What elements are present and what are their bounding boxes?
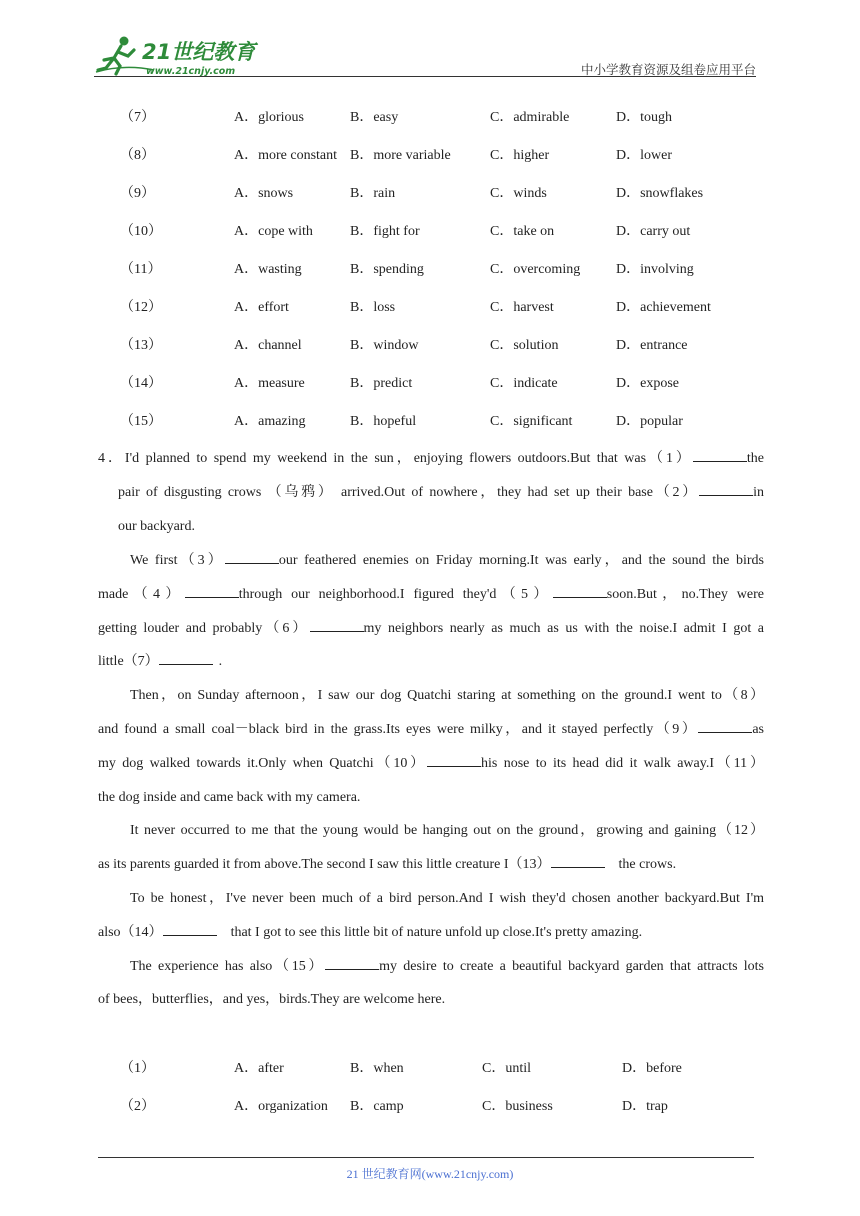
logo-text: 21世纪教育 (142, 40, 256, 64)
option-c: C．significant (490, 414, 573, 429)
question-number: （10） (120, 224, 162, 239)
option-d: D．lower (616, 148, 672, 163)
option-b: B．easy (350, 110, 399, 125)
option-c: C．business (482, 1099, 553, 1114)
option-d: D．tough (616, 110, 672, 125)
option-a: A．effort (234, 300, 289, 315)
option-b: B．rain (350, 186, 396, 201)
option-d: D．before (622, 1061, 682, 1076)
option-d: D．popular (616, 414, 683, 429)
option-row (0, 412, 860, 432)
option-row (0, 1097, 860, 1117)
blank-6 (310, 619, 364, 632)
option-b: B．fight for (350, 224, 420, 239)
question-number: （1） (120, 1061, 155, 1076)
question-number: （15） (120, 414, 162, 429)
option-d: D．achievement (616, 300, 711, 315)
option-b: B．spending (350, 262, 424, 277)
header-divider (94, 76, 756, 77)
blank-9 (698, 720, 752, 733)
option-row (0, 184, 860, 204)
blank-1 (693, 449, 747, 462)
question-number: （8） (120, 148, 155, 163)
option-a: A．glorious (234, 110, 304, 125)
question-number: （2） (120, 1099, 155, 1114)
page-header (94, 30, 756, 78)
option-d: D．involving (616, 262, 694, 277)
logo (94, 34, 274, 78)
blank-7 (159, 652, 213, 665)
option-c: C．indicate (490, 376, 558, 391)
option-a: A．snows (234, 186, 294, 201)
option-a: A．wasting (234, 262, 302, 277)
option-b: B．when (350, 1061, 404, 1076)
option-row (0, 260, 860, 280)
paragraph-1-line-4: little（7） . (98, 654, 223, 669)
paragraph-2-line-2: and found a small coal－black bird in the grass.Its eyes were milky，and it stayed perfectly（9） as (98, 722, 764, 737)
option-row (0, 222, 860, 242)
footer-divider (98, 1157, 754, 1158)
question-number: （9） (120, 186, 155, 201)
question-number: （14） (120, 376, 162, 391)
blank-15 (325, 957, 379, 970)
footer-text: 21 世纪教育网(www.21cnjy.com) (346, 1167, 514, 1181)
paragraph-3-line-1: It never occurred to me that the young would be hanging out on the ground，growing and gaining（12） (130, 823, 764, 838)
option-row (0, 298, 860, 318)
question-4-line-2: pair of disgusting crows （乌鸦） arrived.Out of nowhere，they had set up their base（2） in (118, 485, 764, 500)
paragraph-2-line-4: the dog inside and came back with my camera. (98, 790, 361, 805)
question-4-line-3: our backyard. (118, 519, 195, 534)
option-d: D．snowflakes (616, 186, 704, 201)
option-c: C．admirable (490, 110, 570, 125)
option-row (0, 374, 860, 394)
question-number: （13） (120, 338, 162, 353)
option-d: D．trap (622, 1099, 668, 1114)
blank-13 (551, 855, 605, 868)
paragraph-2-line-3: my dog walked towards it.Only when Quatchi（10） his nose to its head did it walk away.I（11） (98, 756, 765, 771)
option-d: D．carry out (616, 224, 691, 239)
option-a: A．channel (234, 338, 302, 353)
question-number: （11） (120, 262, 162, 277)
paragraph-3-line-2: as its parents guarded it from above.The second I saw this little creature I（13） the crows. (98, 857, 677, 872)
blank-3 (225, 551, 279, 564)
option-b: B．predict (350, 376, 413, 391)
option-row (0, 336, 860, 356)
option-a: A．after (234, 1061, 284, 1076)
question-number: （7） (120, 110, 155, 125)
option-c: C．winds (490, 186, 547, 201)
paragraph-1-line-2: made（4） through our neighborhood.I figured they'd（5） soon.But，no.They were (98, 587, 764, 602)
option-row (0, 108, 860, 128)
question-4-line-1: 4．I'd planned to spend my weekend in the sun，enjoying flowers outdoors.But that was（1） the (98, 451, 764, 466)
option-c: C．until (482, 1061, 532, 1076)
paragraph-1-line-1: We first（3） our feathered enemies on Friday morning.It was early，and the sound the birds (130, 553, 764, 568)
option-a: A．amazing (234, 414, 306, 429)
logo-url: www.21cnjy.com (146, 66, 236, 77)
option-b: B．window (350, 338, 419, 353)
option-a: A．more constant (234, 148, 338, 163)
option-b: B．hopeful (350, 414, 417, 429)
paragraph-1-line-3: getting louder and probably（6） my neighbors nearly as much as us with the noise.I admit I got a (98, 621, 764, 636)
option-row (0, 146, 860, 166)
option-c: C．harvest (490, 300, 554, 315)
blank-10 (427, 754, 481, 767)
option-c: C．solution (490, 338, 559, 353)
blank-2 (699, 483, 753, 496)
option-a: A．cope with (234, 224, 313, 239)
blank-14 (163, 923, 217, 936)
paragraph-5-line-2: of bees，butterflies，and yes，birds.They are welcome here. (98, 992, 446, 1007)
option-b: B．loss (350, 300, 396, 315)
option-a: A．organization (234, 1099, 328, 1114)
question-number: （12） (120, 300, 162, 315)
option-b: B．camp (350, 1099, 404, 1114)
paragraph-4-line-2: also（14） that I got to see this little bit of nature unfold up close.It's pretty amazing. (98, 925, 643, 940)
option-row (0, 1059, 860, 1079)
option-b: B．more variable (350, 148, 451, 163)
blank-5 (553, 585, 607, 598)
header-tagline: 中小学教育资源及组卷应用平台 (580, 63, 756, 77)
option-d: D．expose (616, 376, 679, 391)
paragraph-2-line-1: Then，on Sunday afternoon，I saw our dog Quatchi staring at something on the ground.I went to（8） (130, 688, 764, 703)
option-a: A．measure (234, 376, 305, 391)
blank-4 (185, 585, 239, 598)
option-c: C．take on (490, 224, 555, 239)
paragraph-5-line-1: The experience has also（15） my desire to create a beautiful backyard garden that attracts lots (130, 959, 764, 974)
option-d: D．entrance (616, 338, 688, 353)
option-c: C．higher (490, 148, 550, 163)
option-c: C．overcoming (490, 262, 581, 277)
paragraph-4-line-1: To be honest，I've never been much of a bird person.And I wish they'd chosen another backyard.But I'm (130, 891, 764, 906)
